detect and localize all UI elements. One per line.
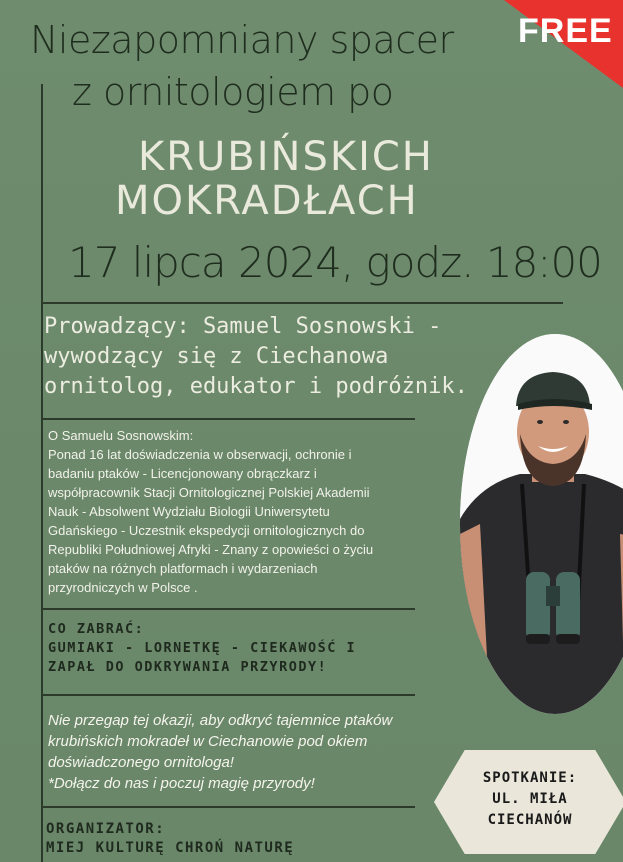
bring-heading: CO ZABRAĆ: <box>48 621 145 637</box>
vertical-divider <box>41 84 43 862</box>
title-line-2: z ornitologiem po <box>72 70 394 114</box>
what-to-bring <box>48 620 356 677</box>
divider-line <box>43 694 415 696</box>
bio-line: O Samuelu Sosnowskim: <box>48 428 194 443</box>
meeting-city: CIECHANÓW <box>487 812 573 828</box>
promo-text <box>48 710 468 794</box>
bio-line: Gdańskiego - Uczestnik ekspedycji ornitologicznych do <box>48 523 365 538</box>
divider-line <box>43 608 415 610</box>
divider-line <box>43 806 415 808</box>
bio-line: badaniu ptaków - Licencjonowany obrączkarz i <box>48 466 317 481</box>
organizer-heading: ORGANIZATOR: <box>46 821 166 837</box>
bio-line: Republiki Południowej Afryki - Znany z opowieści o życiu <box>48 542 374 557</box>
bio-line: Ponad 16 lat doświadczenia w obserwacji, ochronie i <box>48 447 352 462</box>
organizer <box>46 820 294 858</box>
place-line-2: MOKRADŁACH <box>115 178 419 224</box>
free-badge-label: FREE <box>518 12 613 50</box>
bio-line: Nauk - Absolwent Wydziału Biologii Uniwersytetu <box>48 504 330 519</box>
bio-line: ptaków na różnych platformach i wydarzeniach <box>48 561 318 576</box>
bio-line: współpracownik Stacji Ornitologicznej Polskiej Akademii <box>48 485 370 500</box>
meeting-place <box>434 768 623 831</box>
bring-line: ZAPAŁ DO ODKRYWANIA PRZYRODY! <box>48 659 328 675</box>
promo-line: *Dołącz do nas i poczuj magię przyrody! <box>48 775 315 792</box>
host-line: wywodzący się z Ciechanowa <box>44 344 389 369</box>
divider-line <box>43 418 415 420</box>
promo-line: doświadczonego ornitologa! <box>48 754 234 771</box>
meeting-street: UL. MIŁA <box>492 791 568 807</box>
host-biography <box>48 426 458 597</box>
event-date: 17 lipca 2024, godz. 18:00 <box>68 238 602 287</box>
host-line: Prowadzący: Samuel Sosnowski - <box>44 314 442 339</box>
host-line: ornitolog, edukator i podróżnik. <box>44 374 468 399</box>
bio-line: przyrodniczych w Polsce . <box>48 580 198 595</box>
divider-line <box>43 302 563 304</box>
promo-line: krubińskich mokradeł w Ciechanowie pod okiem <box>48 733 368 750</box>
bring-line: GUMIAKI - LORNETKĘ - CIEKAWOŚĆ I <box>48 640 357 656</box>
promo-line: Nie przegap tej okazji, aby odkryć tajemnice ptaków <box>48 712 393 729</box>
host-info <box>44 312 524 402</box>
meeting-heading: SPOTKANIE: <box>482 770 578 786</box>
title-line-1: Niezapomniany spacer <box>30 18 454 62</box>
organizer-name: MIEJ KULTURĘ CHROŃ NATURĘ <box>46 840 295 856</box>
place-line-1: KRUBIŃSKICH <box>138 134 434 180</box>
